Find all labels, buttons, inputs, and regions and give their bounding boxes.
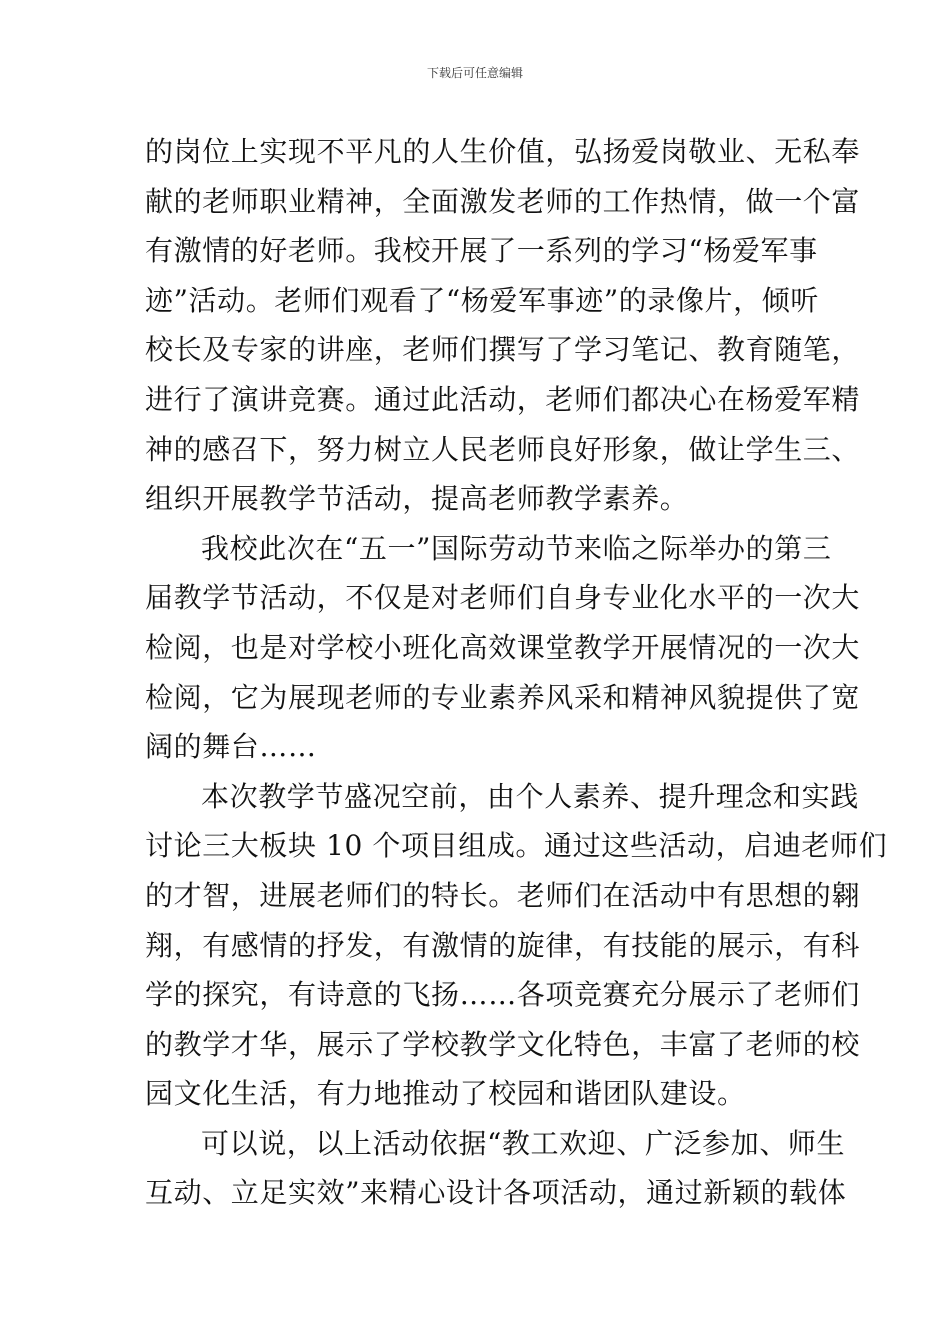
text-line: 本次教学节盛况空前，由个人素养、提升理念和实践 xyxy=(201,779,859,813)
text-line: 的才智，进展老师们的特长。老师们在活动中有思想的翱 xyxy=(145,878,861,912)
text-line: 学的探究，有诗意的飞扬……各项竞赛充分展示了老师们 xyxy=(145,978,861,1012)
text-line: 可以说，以上活动依据“教工欢迎、广泛参加、师生 xyxy=(201,1126,846,1160)
text-line: 的岗位上实现不平凡的人生价值，弘扬爱岗敬业、无私奉 xyxy=(145,135,861,168)
text-line: 讨论三大板块 10 个项目组成。通过这些活动，启迪老师们 xyxy=(145,829,888,863)
text-line: 组织开展教学节活动，提高老师教学素养。 xyxy=(145,482,689,516)
text-line: 的教学才华，展示了学校教学文化特色，丰富了老师的校 xyxy=(145,1027,861,1061)
text-line: 我校此次在“五一”国际劳动节来临之际举办的第三 xyxy=(201,531,832,565)
document-body xyxy=(145,127,888,1218)
text-line: 翔，有感情的抒发，有激情的旋律，有技能的展示，有科 xyxy=(145,928,861,962)
text-line: 检阅，它为展现老师的专业素养风采和精神风貌提供了宽 xyxy=(145,680,861,714)
text-line: 有激情的好老师。我校开展了一系列的学习“杨爱军事 xyxy=(145,234,818,268)
text-line: 届教学节活动，不仅是对老师们自身专业化水平的一次大 xyxy=(145,581,861,615)
text-line: 校长及专家的讲座，老师们撰写了学习笔记、教育随笔， xyxy=(145,333,861,367)
text-line: 迹”活动。老师们观看了“杨爱军事迹”的录像片，倾听 xyxy=(145,283,819,317)
text-line: 园文化生活，有力地推动了校园和谐团队建设。 xyxy=(145,1077,746,1111)
text-line: 献的老师职业精神，全面激发老师的工作热情，做一个富 xyxy=(145,184,861,218)
text-line: 检阅，也是对学校小班化高效课堂教学开展情况的一次大 xyxy=(145,630,861,664)
text-line: 互动、立足实效”来精心设计各项活动，通过新颖的载体 xyxy=(145,1176,847,1210)
page-header: 下载后可任意编辑 xyxy=(426,66,523,80)
text-line: 神的感召下，努力树立人民老师良好形象，做让学生三、 xyxy=(145,432,861,466)
text-line: 阔的舞台…… xyxy=(145,730,317,764)
text-line: 进行了演讲竞赛。通过此活动，老师们都决心在杨爱军精 xyxy=(145,382,861,416)
